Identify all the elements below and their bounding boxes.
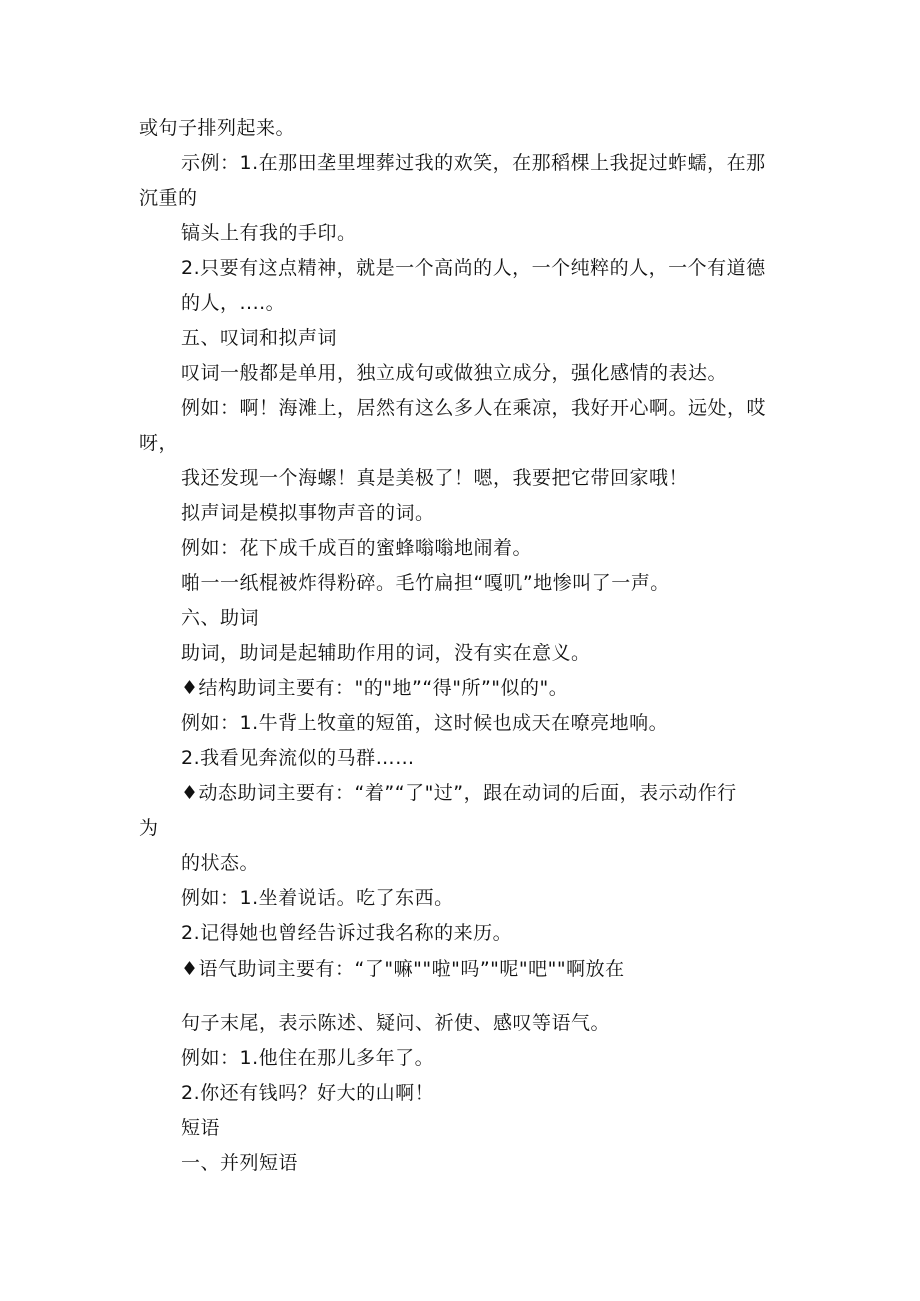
text-line: 拟声词是模拟事物声音的词。 (181, 502, 435, 524)
text-line: 例如：啊！海滩上，居然有这么多人在乘凉，我好开心啊。远处，哎 (181, 397, 767, 419)
text-line: 呀， (139, 432, 179, 454)
text-line: 例如：花下成千成百的蜜蜂嗡嗡地闹着。 (181, 537, 533, 559)
text-line: 例如：1.牛背上牧童的短笛，这时候也成天在嘹亮地响。 (181, 712, 669, 734)
text-line: ♦动态助词主要有：“着”“了"过”，跟在动词的后面，表示动作行 (181, 782, 737, 804)
text-line: 为 (139, 817, 159, 839)
text-line: ♦结构助词主要有："的"地”“得"所”"似的"。 (181, 677, 569, 699)
section-heading: 一、并列短语 (181, 1152, 299, 1174)
text-line: 镐头上有我的手印。 (181, 222, 357, 244)
text-line: 2.记得她也曾经告诉过我名称的来历。 (181, 922, 513, 944)
text-line: ♦语气助词主要有：“了"嘛""啦"吗”"呢"吧""啊放在 (181, 958, 625, 980)
text-line: 示例：1.在那田垄里埋葬过我的欢笑，在那稻棵上我捉过蚱蠕，在那 (181, 152, 766, 174)
section-heading: 六、助词 (181, 607, 260, 629)
text-line: 助词，助词是起辅助作用的词，没有实在意义。 (181, 642, 591, 664)
text-line: 2.我看见奔流似的马群…… (181, 747, 415, 769)
text-line: 句子末尾，表示陈述、疑问、祈使、感叹等语气。 (181, 1012, 611, 1034)
text-line: 2.你还有钱吗？好大的山啊！ (181, 1082, 435, 1104)
section-heading: 五、叹词和拟声词 (181, 327, 338, 349)
text-line: 我还发现一个海螺！真是美极了！嗯，我要把它带回家哦！ (181, 467, 689, 489)
text-line: 例如：1.他住在那儿多年了。 (181, 1047, 435, 1069)
text-line: 沉重的 (139, 187, 198, 209)
text-line: 的人，....。 (181, 292, 286, 314)
text-line: 的状态。 (181, 852, 260, 874)
text-line: 叹词一般都是单用，独立成句或做独立成分，强化感情的表达。 (181, 362, 728, 384)
text-line: 啪一一纸棍被炸得粉碎。毛竹扁担“嘎叽”地惨叫了一声。 (181, 572, 670, 594)
section-heading: 短语 (181, 1117, 221, 1139)
text-line: 2.只要有这点精神，就是一个高尚的人，一个纯粹的人，一个有道德 (181, 257, 766, 279)
text-line: 或句子排列起来。 (139, 117, 296, 139)
text-line: 例如：1.坐着说话。吃了东西。 (181, 887, 454, 909)
